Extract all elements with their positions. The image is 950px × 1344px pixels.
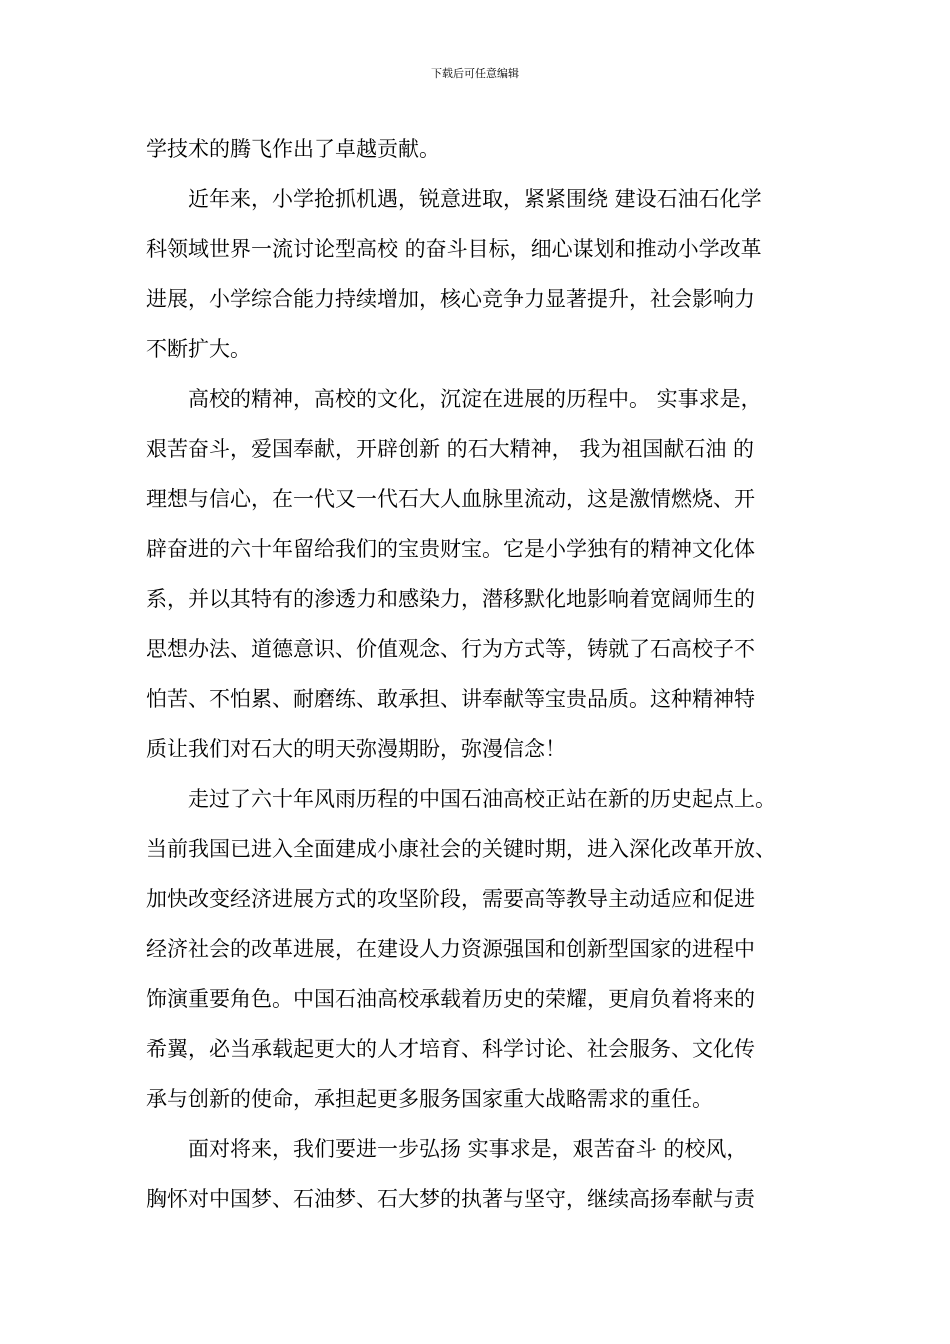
text-line: 走过了六十年风雨历程的中国石油高校正站在新的历史起点上。 bbox=[146, 787, 776, 811]
text-line: 系，并以其特有的渗透力和感染力，潜移默化地影响着宽阔师生的 bbox=[146, 587, 755, 611]
text-line: 面对将来，我们要进一步弘扬 实事求是，艰苦奋斗 的校风， bbox=[146, 1137, 748, 1161]
text-line: 理想与信心，在一代又一代石大人血脉里流动，这是激情燃烧、开 bbox=[146, 487, 755, 511]
text-line: 近年来，小学抢抓机遇，锐意进取，紧紧围绕 建设石油石化学 bbox=[146, 187, 762, 211]
header-caption: 下载后可任意编辑 bbox=[431, 67, 519, 80]
text-line: 承与创新的使命，承担起更多服务国家重大战略需求的重任。 bbox=[146, 1087, 713, 1111]
document-body bbox=[146, 124, 836, 1224]
text-line: 辟奋进的六十年留给我们的宝贵财宝。它是小学独有的精神文化体 bbox=[146, 537, 755, 561]
text-line: 胸怀对中国梦、石油梦、石大梦的执著与坚守，继续高扬奉献与责 bbox=[146, 1187, 755, 1211]
text-line: 艰苦奋斗，爱国奉献，开辟创新 的石大精神， 我为祖国献石油 的 bbox=[146, 437, 755, 461]
text-line: 怕苦、不怕累、耐磨练、敢承担、讲奉献等宝贵品质。这种精神特 bbox=[146, 687, 755, 711]
text-line: 当前我国已进入全面建成小康社会的关键时期，进入深化改革开放、 bbox=[146, 837, 776, 861]
text-line: 进展，小学综合能力持续增加，核心竞争力显著提升，社会影响力 bbox=[146, 287, 755, 311]
text-line: 不断扩大。 bbox=[146, 337, 251, 361]
text-line: 饰演重要角色。中国石油高校承载着历史的荣耀，更肩负着将来的 bbox=[146, 987, 755, 1011]
page-header bbox=[0, 66, 950, 82]
text-line: 高校的精神，高校的文化，沉淀在进展的历程中。 实事求是， bbox=[146, 387, 762, 411]
text-line: 经济社会的改革进展，在建设人力资源强国和创新型国家的进程中 bbox=[146, 937, 755, 961]
text-line: 科领域世界一流讨论型高校 的奋斗目标，细心谋划和推动小学改革 bbox=[146, 237, 762, 261]
text-line: 加快改变经济进展方式的攻坚阶段，需要高等教导主动适应和促进 bbox=[146, 887, 755, 911]
text-line: 学技术的腾飞作出了卓越贡献。 bbox=[146, 137, 440, 161]
text-line: 思想办法、道德意识、价值观念、行为方式等，铸就了石高校子不 bbox=[146, 637, 755, 661]
text-line: 质让我们对石大的明天弥漫期盼，弥漫信念！ bbox=[146, 737, 566, 761]
text-line: 希翼，必当承载起更大的人才培育、科学讨论、社会服务、文化传 bbox=[146, 1037, 755, 1061]
